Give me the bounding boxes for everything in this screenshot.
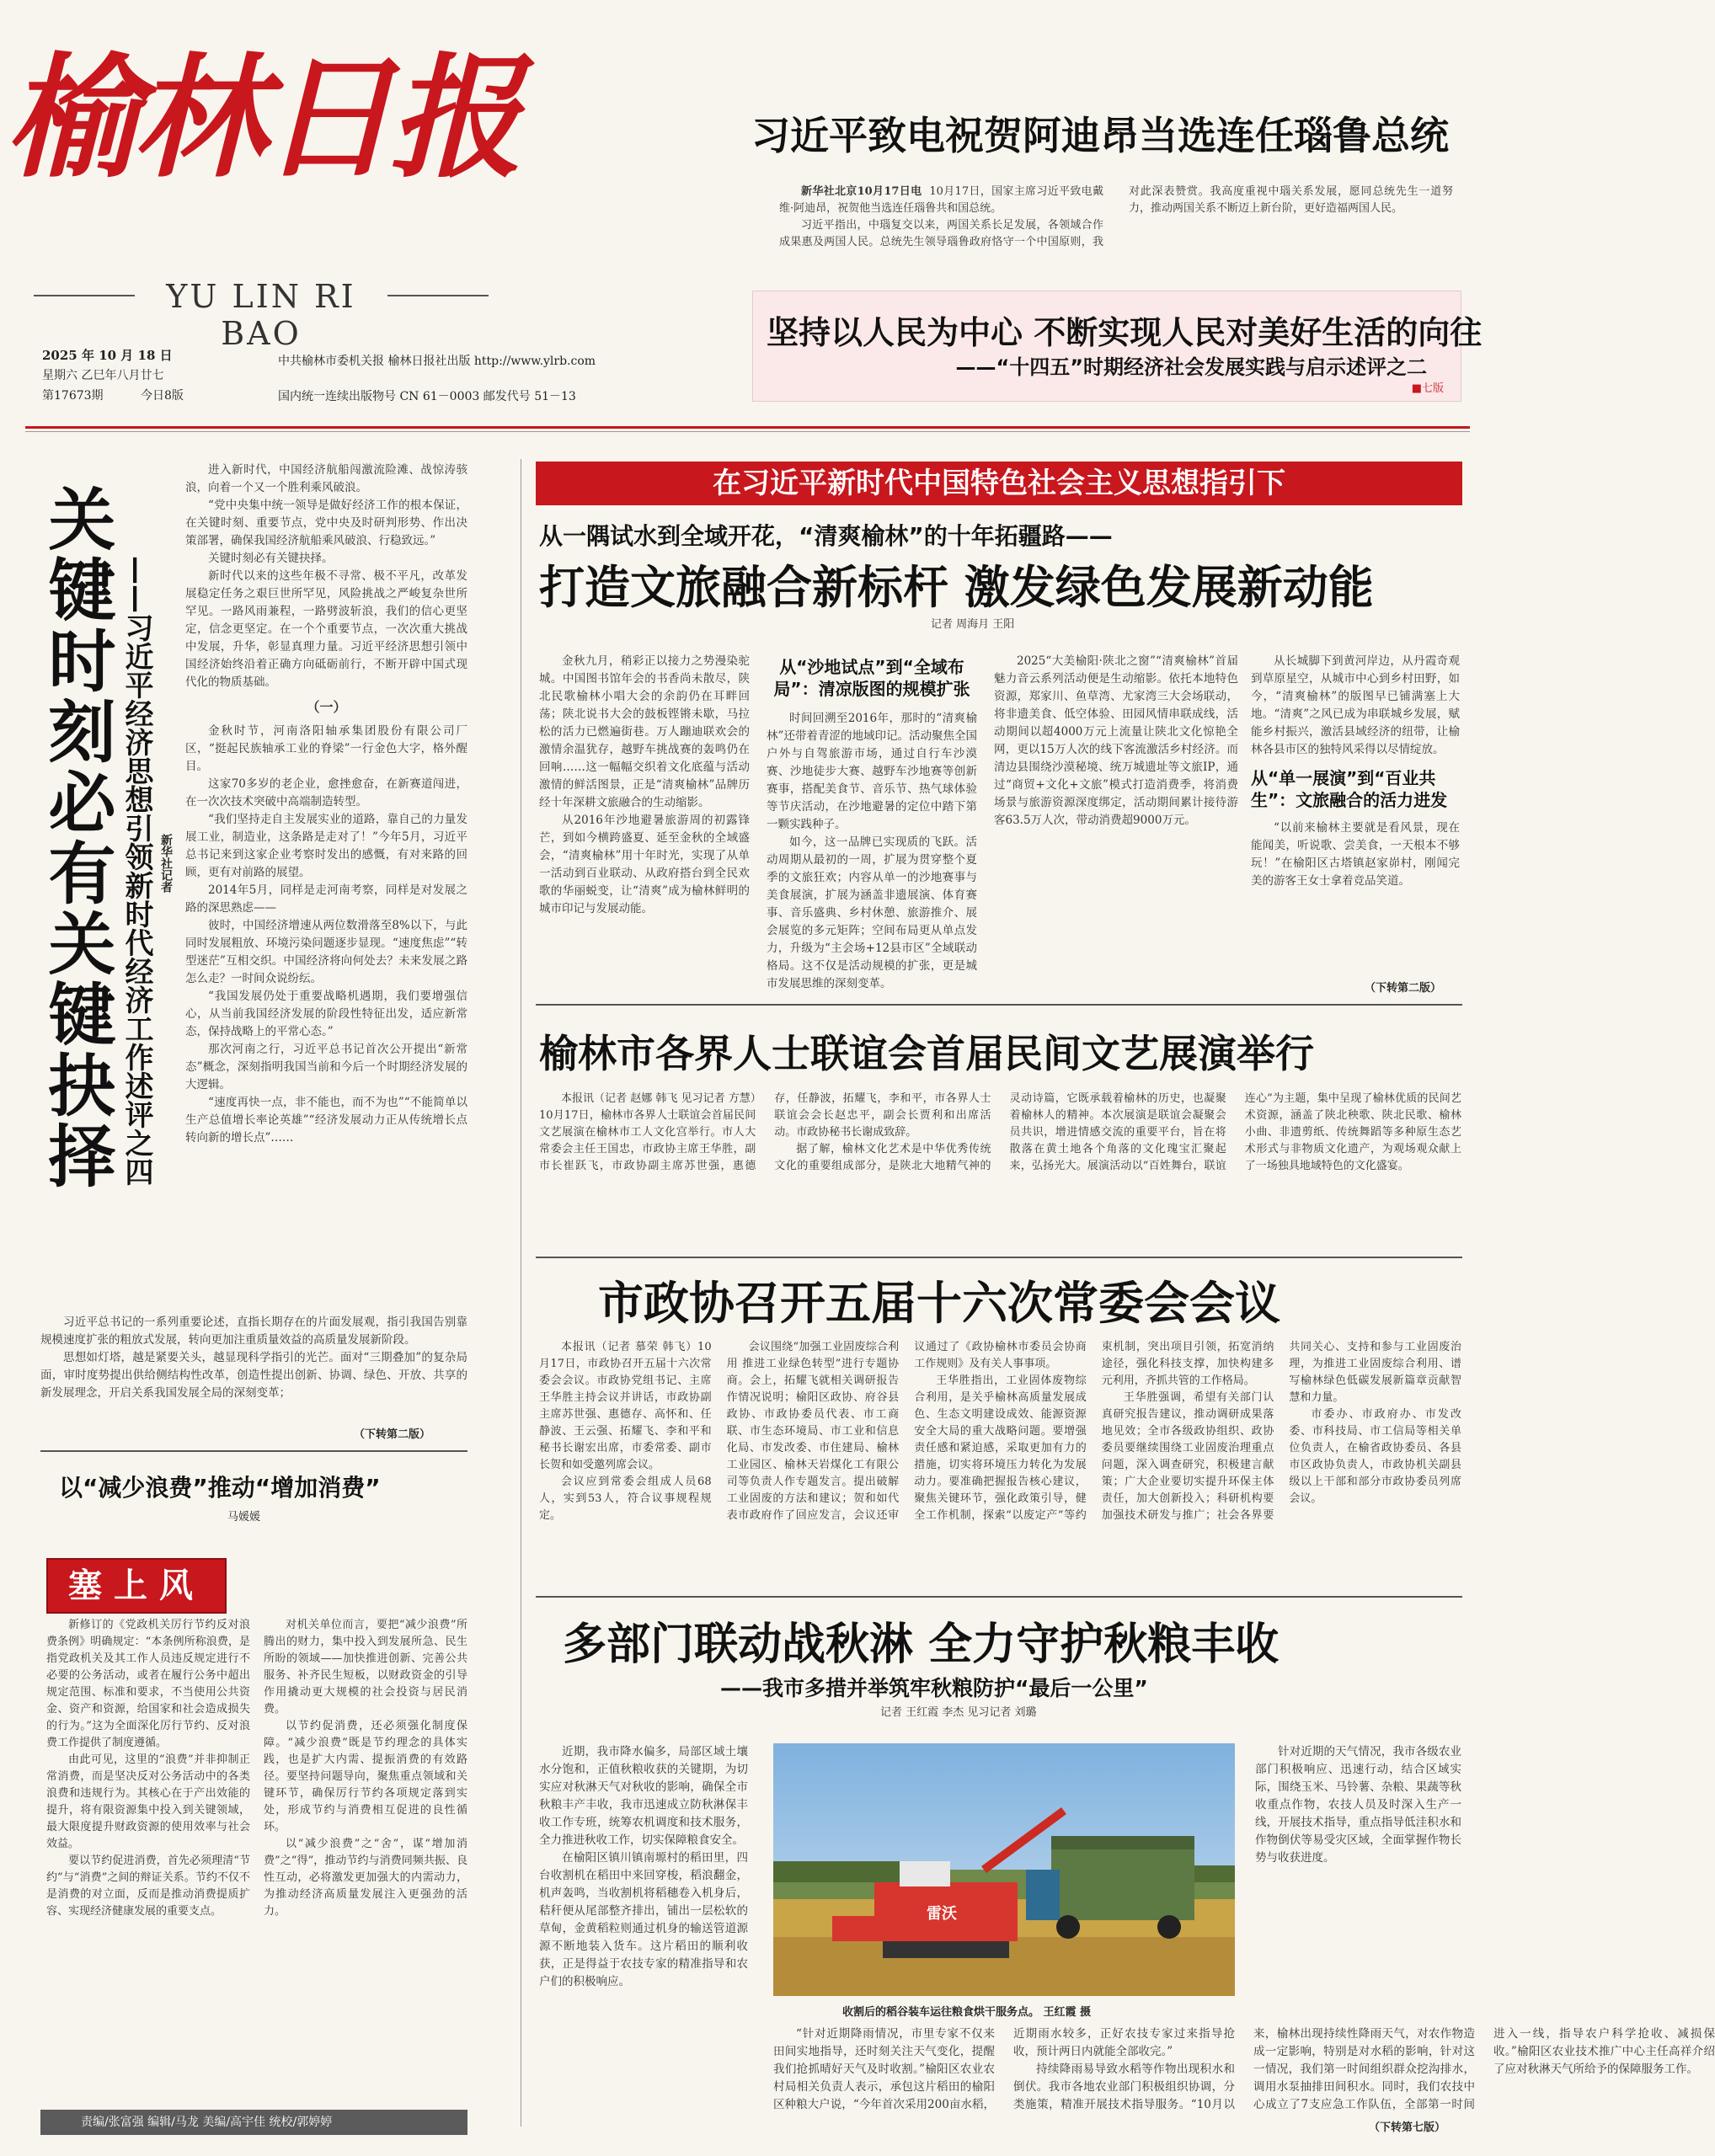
- tourism-p1: 金秋九月，稍彩正以接力之势漫染驼城。中国图书馆年会的书香尚未散尽，陕北民歌榆林小唱大会的余韵仍在耳畔回荡；陕北说书大会的鼓板铿锵未歇，马拉松的活力已燃遍街巷。万人蹦迪联欢会的激情余温犹存，越野车挑战赛的轰鸣仍在回响……这一幅幅交织着文化底蕴与活动激情的鲜活图景，正是“清爽榆林”品牌历经十年深耕文旅融合的生动缩影。: [539, 654, 750, 809]
- commentary-headline: [37, 484, 115, 1242]
- logo-text: 榆林日报: [5, 40, 517, 196]
- commentary-p5: 金秋时节，河南洛阳轴承集团股份有限公司厂区，“挺起民族轴承工业的脊梁”一行金色大字，格外醒目。: [185, 724, 467, 773]
- commentary-p7: “我们坚持走自主发展实业的道路，靠自己的力量发展工业，制造业，这条路是走对了！”今年5月，习近平总书记来到这家企业考察时发出的感慨，有对来路的回顾，更有对前路的展望。: [185, 813, 467, 879]
- top-story-lead: 新华社北京10月17日电: [801, 185, 922, 198]
- harvest-col-1: [539, 1743, 748, 2131]
- sponsor-line: 中共榆林市委机关报 榆林日报社出版 http://www.ylrb.com: [278, 355, 596, 368]
- issue-date: 2025 年 10 月 18 日: [42, 348, 173, 363]
- harvest-col-3: [1255, 1743, 1461, 2118]
- cn-line: 国内统一连续出版物号 CN 61－0003 邮发代号 51－13: [278, 390, 576, 403]
- commentary-p4: 新时代以来的这些年极不寻常、极不平凡，改革发展稳定任务之艰巨世所罕见，风险挑战之严峻复杂世所罕见。一路风雨兼程，一路劈波斩浪，我们的信心更坚定，信念更坚定。在一个个重要节点，一次次重大挑战中发展，升华，彰显真理力量。习近平经济思想引领中国经济始终沿着正确方向砥砺前行，不断开辟中国式现代化的物质基础。: [185, 569, 467, 689]
- commentary-p9: 彼时，中国经济增速从两位数滑落至8%以下，与此同时发展粗放、环境污染问题逐步显现。“速度焦虑”“转型迷茫”互相交织。中国经济将向何处去？未来发展之路怎么走？一时间众说纷纭。: [185, 919, 467, 985]
- small-p3: 要以节约促进消费，首先必须理清“节约”与“消费”之间的辩证关系。节约不仅不是消费的对立面，反而是推动消费提质扩容、实现经济健康发展的重要支点。: [46, 1854, 250, 1918]
- tourism-col-1: [539, 653, 750, 998]
- cppcc-p6: 市委办、市政府办、市发改委、市科技局、市工信局等相关单位负责人，在榆省政协委员、各县市区政协负责人，市政协机关副县级以上干部和部分市政协委员列席会议。: [1289, 1408, 1461, 1505]
- column-logo: [46, 1558, 227, 1614]
- cppcc-p3: 会议围绕“加强工业固废综合利用 推进工业绿色转型”进行专题协商。会上，拓耀飞就相关调研报告作情况说明；榆阳区政协、府谷县政协、市政协委员代表、市工商联、市生态环境局、市工业和信息化局、市发改委、市住建局、榆林工业园区、榆林天岩煤化工有限公司等负责人作专题发言。提出破解工业固废的方法和建议；贺和如代表市政府作了回应发言，会议还审议通过了《政协榆林市委员会协商工作规则》及有关人事事项。: [726, 1341, 1087, 1522]
- small-commentary-headline: 以“减少浪费”推动“增加消费”: [59, 1474, 381, 1502]
- commentary-p10: “我国发展仍处于重要战略机遇期，我们要增强信心，从当前我国经济发展的阶段性特征出发，适应新常态，保持战略上的平常心态。”: [185, 990, 467, 1038]
- tourism-p2: 从2016年沙地避暑旅游周的初露锋芒，到如今横跨盛夏、延至金秋的全域盛会，“清爽榆林”用十年时光，实现了从单一活动到百业联动、从政府搭台到全民欢歌的华丽蜕变，让“清爽”成为榆林鲜明的城市印记与发展动能。: [539, 814, 750, 915]
- folk-p1: 本报讯（记者 赵娜 韩飞 见习记者 方慧）10月17日，榆林市各界人士联谊会首届民间文艺展演在榆林市工人文化宫举行。市人大常委会主任王国忠，市政协主席王华胜，副市长崔跃飞，市政协副主席苏世强，惠德存，任静波，拓耀飞，李和平，市各界人士联谊会会长赵忠平，副会长贾利和出席活动。市政协秘书长谢成致辞。: [539, 1092, 991, 1172]
- divider-3: [536, 1596, 1462, 1598]
- tourism-byline: 记者 周海月 王阳: [931, 618, 1015, 631]
- small-p2: 由此可见，这里的“浪费”并非抑制正常消费，而是坚决反对公务活动中的各类浪费和违规行为。其核心在于产出效能的提升，将有限资源集中投入到关键领域，最大限度提升财政资源的使用效率与社会效益。: [46, 1753, 250, 1850]
- harvest-photo: [773, 1743, 1235, 1996]
- footer-editors: [40, 2110, 467, 2135]
- top-story-headline: 习近平致电祝贺阿迪昂当选连任瑙鲁总统: [751, 113, 1449, 158]
- tourism-col-2: [767, 653, 977, 998]
- tourism-p4: 如今，这一品牌已实现质的飞跃。活动周期从最初的一周，扩展为贯穿整个夏季的文旅狂欢；内容从单一的沙地赛事与美食展演，扩展为涵盖非遗展演、体育赛事、音乐盛典、乡村休憩、旅游推介、展会展览的多元矩阵；空间布局更从单点发力，升级为“主会场+12县市区”全域联动格局。这不仅是活动规模的扩张，更是城市发展思维的深刻变革。: [767, 835, 977, 990]
- cppcc-p2: 会议应到常委会组成人员68人，实到53人，符合议事规程规定。: [539, 1476, 712, 1522]
- tourism-sub1: 从“沙地试点”到“全域布局”：清凉版图的规模扩张: [773, 657, 970, 699]
- folk-headline: 榆林市各界人士联谊会首届民间文艺展演举行: [539, 1031, 1314, 1076]
- commentary-subtitle-text: ——习近平经济思想引领新时代经济工作述评之四: [120, 556, 153, 1186]
- top-story-p2: 习近平指出，中瑙复交以来，两国关系长足发展，各领域合作成果惠及两国人民。总统先生领导瑙鲁政府恪守一个中国原则，我对此深表赞赏。我高度重视中瑙关系发展，愿同总统先生一道努力，推动两国关系不断迈上新台阶，更好造福两国人民。: [779, 185, 1453, 248]
- masthead-divider: [25, 426, 1470, 429]
- divider-1: [536, 1004, 1462, 1006]
- banner-text: 在习近平新时代中国特色社会主义思想指引下: [713, 467, 1285, 500]
- column-logo-text: 塞上风: [68, 1566, 205, 1605]
- masthead-date-block: [42, 345, 261, 406]
- harvest-photo-graphic: [773, 1743, 1235, 1996]
- issue-number-row: [42, 386, 261, 406]
- feature-box[interactable]: [752, 291, 1483, 402]
- feature-headline: 坚持以人民为中心 不断实现人民对美好生活的向往: [767, 314, 1483, 351]
- theme-banner: [536, 462, 1462, 505]
- commentary-p11: 那次河南之行，习近平总书记首次公开提出“新常态”概念，深刻指明我国当前和今后一个时期经济发展的大逻辑。: [185, 1043, 467, 1091]
- commentary-body-top: [185, 462, 467, 1312]
- cppcc-body: [539, 1339, 1461, 1592]
- small-p4: 对机关单位而言，要把“减少浪费”所腾出的财力，集中投入到发展所急、民生所盼的领域——加快推进创新、完善公共服务、补齐民生短板，以财政资金的引导作用撬动更大规模的社会投资与居民消费。: [264, 1619, 467, 1716]
- masthead-logo: [5, 25, 517, 196]
- commentary-byline-text: 新华社记者: [159, 834, 173, 893]
- folk-p2: 据了解，榆林文化艺术是中华优秀传统文化的重要组成部分，是陕北大地精气神的灵动诗篇，它既承载着榆林的历史，也凝聚着榆林人的精神。本次展演是联谊会凝聚会员共识，增进情感交流的重要平台，旨在将散落在黄土地各个角落的文化瑰宝汇聚起来，弘扬光大。展演活动以“百姓舞台，联谊连心”为主题，集中呈现了榆林优质的民间艺术资源，涵盖了陕北秧歌、陕北民歌、榆林小曲、非遗剪纸、传统舞蹈等多种原生态艺术形式与非物质文化遗产，为观场观众献上了一场独具地域特色的文化盛宴。: [774, 1092, 1461, 1172]
- divider-2: [536, 1257, 1462, 1258]
- cppcc-p1: 本报讯（记者 慕荣 韩飞）10月17日，市政协召开五届十六次常委会会议。市政协党组书记、主席王华胜主持会议并讲话，市政协副主席苏世强、惠德存、高怀和、任静波、王云强、拓耀飞、李和平和秘书长谢宏出席，市委常委、副市长贺和如受邀列席会议。: [539, 1341, 712, 1471]
- top-story-p1: 10月17日，国家主席习近平致电戴维·阿迪昂，祝贺他当选连任瑙鲁共和国总统。: [779, 185, 1103, 215]
- commentary-p12: “速度再快一点，非不能也，而不为也”“不能简单以生产总值增长率论英雄”“经济发展动力正从传统增长点转向新的增长点”……: [185, 1096, 467, 1145]
- harvest-p1: 近期，我市降水偏多，局部区域土壤水分饱和，正值秋粮收获的关键期，为切实应对秋淋天气对秋收的影响，确保全市秋粮丰产丰收，我市迅速成立防秋淋保丰收工作专班，统筹农机调度和技术服务，全力推进秋收工作，切实保障粮食安全。: [539, 1745, 748, 1847]
- tourism-col-4: [1251, 653, 1460, 990]
- commentary-body-bottom: [40, 1314, 467, 1423]
- cppcc-p4: 王华胜指出，工业固体废物综合利用，是关乎榆林高质量发展成色、生态文明建设成效、能源资源安全大局的重大战略问题。要增强责任感和紧迫感，采取更加有力的措施，切实将环境压力转化为发展动力。要准确把握报告核心建议，聚焦关键环节，强化政策引导，健全工作机制，探索“以废定产”等约束机制，突出项目引领，拓宽消纳途径，强化科技支撑，加快构建多元利用，齐抓共管的工作格局。: [914, 1341, 1274, 1522]
- folk-body: [539, 1091, 1461, 1251]
- left-divider: [40, 1450, 467, 1452]
- tourism-col-3: [994, 653, 1238, 998]
- footer-editors-text: 责编/张富强 编辑/马龙 美编/高宇佳 统校/郭婷婷: [81, 2116, 333, 2129]
- harvest-tail: （下转第七版）: [1369, 2121, 1446, 2134]
- commentary-subtitle: [116, 556, 153, 1221]
- commentary-tail: （下转第二版）: [354, 1428, 431, 1441]
- commentary-p13: 习近平总书记的一系列重要论述，直指长期存在的片面发展观，指引我国告别靠规模速度扩张的粗放式发展，转向更加注重质量效益的高质量发展新阶段。: [40, 1315, 467, 1347]
- harvest-subline: ——我市多措并举筑牢秋粮防护“最后一公里”: [720, 1676, 1148, 1700]
- weekday: 星期六 乙巳年八月廿七: [42, 369, 164, 382]
- pinyin-text: YU LIN RI BAO: [166, 278, 356, 352]
- feature-page-ref: ■七版: [1411, 382, 1444, 395]
- masthead-logo-graphic: [5, 25, 517, 196]
- tourism-p5: 2025“大美榆阳·陕北之窗”“清爽榆林”首届魅力音云系列活动便是生动缩影。依托本地特色资源，郑家川、鱼草湾、尤家湾三大会场联动，将非遗美食、低空体验、田园风情串联成线，活动期间以超4000万元上流量让陕北文化惊艳全网，更以15万人次的线下客流激活乡村经济。而清边县围绕沙漠秘境、统万城遗址等文旅IP，通过“商贸+文化+文旅”模式打造消费季，将消费场景与旅游资源深度绑定，活动期间累计接待游客63.5万人次，带动消费超9000万元。: [994, 654, 1238, 827]
- tourism-headline: 打造文旅融合新标杆 激发绿色发展新动能: [539, 560, 1374, 614]
- small-commentary-author: 马媛媛: [227, 1511, 261, 1524]
- issue-number: 第17673期: [42, 389, 104, 403]
- commentary-p6: 这家70多岁的老企业，愈挫愈奋，在新赛道闯进，在一次次技术突破中高端制造转型。: [185, 777, 467, 808]
- harvest-headline: 多部门联动战秋淋 全力守护秋粮丰收: [563, 1619, 1280, 1670]
- small-p6: 以“减少浪费”之“舍”，谋“增加消费”之“得”，推动节约与消费同频共振、良性互动，必将激发更加强大的内需动力，为推动经济高质量发展注入更强劲的活力。: [264, 1838, 467, 1918]
- cppcc-headline: 市政协召开五届十六次常委会会议: [598, 1276, 1280, 1330]
- page-count: 今日8版: [141, 389, 184, 403]
- commentary-p8: 2014年5月，同样是走河南考察，同样是对发展之路的深思熟虑——: [185, 883, 467, 915]
- tourism-p7: “以前来榆林主要就是看风景，现在能闻美，听说歌、尝美食，一天根本不够玩！”在榆阳区古塔镇赵家峁村，刚闻完美的游客王女士拿着竞品笑道。: [1251, 821, 1460, 888]
- harvest-p5: 针对近期的天气情况，我市各级农业部门积极响应、迅速行动，结合区域实际，围绕玉米、马铃薯、杂粮、果蔬等秋收重点作物，农技人员及时深入生产一线，开展技术指导，重点指导低洼积水和作物倒伏等易受灾区域，全面掌握作物长势与收获进度。: [1255, 1745, 1461, 1865]
- commentary-byline: [158, 834, 174, 893]
- tourism-sub2: 从“单一展演”到“百业共生”：文旅融合的活力进发: [1251, 768, 1448, 810]
- masthead-pinyin: [34, 278, 489, 352]
- feature-subline: ——“十四五”时期经济社会发展实践与启示述评之二: [955, 355, 1427, 379]
- harvest-p4: 持续降雨易导致水稻等作物出现积水和倒伏。我市各地农业部门积极组织协调，分类施策，精准开展技术指导服务。“10月以来，榆林出现持续性降雨天气，对农作物造成一定影响，特别是对水稻的影响，针对这一情况，我们第一时间组织群众挖沟排水，调用水泵抽排田间积水。同时，我们农技中心成立了7支应急工作队伍，全部第一时间进入一线，指导农户科学抢收、减损保收。”榆阳区农业技术推广中心主任高祥介绍了应对秋淋天气所给予的保障服务工作。: [1013, 2027, 1715, 2111]
- svg-text:雷沃: 雷沃: [927, 1905, 957, 1923]
- small-p5: 以节约促消费，还必须强化制度保障。“减少浪费”既是节约理念的具体实践，也是扩大内需、提振消费的有效路径。要坚持问题导向，聚焦重点领域和关键环节，确保厉行节约各项规定落到实处，形成节约与消费相互促进的良性循环。: [264, 1720, 467, 1833]
- harvest-byline: 记者 王红霞 李杰 见习记者 刘璐: [880, 1706, 1037, 1719]
- tourism-kicker: 从一隅试水到全域开花，“清爽榆林”的十年拓疆路——: [539, 522, 1113, 550]
- tourism-tail: （下转第二版）: [1365, 982, 1442, 995]
- small-commentary-body: [46, 1617, 467, 2105]
- small-p1: 新修订的《党政机关厉行节约反对浪费条例》明确规定：“本条例所称浪费，是指党政机关及其工作人员违反规定进行不必要的公务活动，或者在履行公务中超出规定范围、标准和要求，不当使用公共资金、资产和资源，给国家和社会造成损失的行为。”这为全面深化厉行节约、反对浪费工作提供了制度遵循。: [46, 1619, 250, 1749]
- photo-caption: 收割后的稻谷装车运往粮食烘干服务点。 王红霞 摄: [842, 2006, 1092, 2019]
- commentary-p1: 进入新时代，中国经济航船闯激流险滩、战惊涛骇浪，向着一个又一个胜利乘风破浪。: [185, 463, 467, 494]
- tourism-p3: 时间回溯至2016年，那时的“清爽榆林”还带着青涩的地域印记。活动聚焦全国户外与自驾旅游市场，通过自行车沙漠赛、沙地徒步大赛、越野车沙地赛等创新赛事，搭配美食节、音乐节、热气球体验等节庆活动，在沙地避暑的定位中踏下第一颗实践种子。: [767, 712, 977, 831]
- commentary-p14: 思想如灯塔，越是紧要关头，越显现科学指引的光芒。面对“三期叠加”的复杂局面，审时度势提出供给侧结构性改革，创造性提出创新、协调、绿色、开放、共享的新发展理念，开启关系我国发展全局的深刻变革；: [40, 1351, 467, 1400]
- harvest-p2: 在榆阳区镇川镇南塬村的稻田里，四台收割机在稻田中来回穿梭，稻浪翻金，机声轰鸣，当收割机将稻穗卷入机身后，秸秆便从尾部整齐排出，铺出一层松软的草甸，金黄稻粒则通过机身的输送管道源源不断地装入货车。这片稻田的顺利收获，正是得益于农技专家的精准指导和农户们的积极响应。: [539, 1851, 748, 1988]
- commentary-section-mark: （一）: [306, 699, 347, 715]
- commentary-p2: “党中央集中统一领导是做好经济工作的根本保证，在关键时刻、重要节点，党中央及时研判形势、作出决策部署，确保我国经济航船乘风破浪、行稳致远。”: [185, 499, 467, 547]
- top-story-body: [779, 184, 1453, 268]
- cppcc-p5: 王华胜强调，希望有关部门认真研究报告建议，推动调研成果落地见效；全市各级政协组织、政协委员要继续围绕工业固废治理重点问题，深入调查研究，积极建言献策；广大企业要切实提升环保主体责任，加大创新投入；科研机构要加强技术研发与推广；社会各界要共同关心、支持和参与工业固废治理，为推进工业固废综合利用、谱写榆林绿色低碳发展新篇章贡献智慧和力量。: [1101, 1341, 1461, 1522]
- commentary-p3: 关键时刻必有关键抉择。: [208, 552, 334, 565]
- commentary-headline-text: 关键时刻必有关键抉择: [37, 484, 115, 1192]
- masthead-divider-thin: [25, 431, 1470, 432]
- harvest-p3: “针对近期降雨情况，市里专家不仅来田间实地指导，还时刻关注天气变化，提醒我们抢抓晴好天气及时收割。”榆阳区农业农村局相关负责人表示，承包这片稻田的榆阳区种粮大户说，“今年首次采用200亩水稻，近期雨水较多，正好农技专家过来指导抢收，预计两日内就能全部收完。”: [773, 2027, 1235, 2111]
- tourism-p6: 从长城脚下到黄河岸边，从丹霞奇观到草原星空，从城市中心到乡村田野，如今，“清爽榆林”的版图早已铺满塞上大地。“清爽”之风已成为串联城乡发展，赋能乡村振兴，激活县域经济的纽带，让榆林各县市区的独特风采得以尽情绽放。: [1251, 654, 1460, 756]
